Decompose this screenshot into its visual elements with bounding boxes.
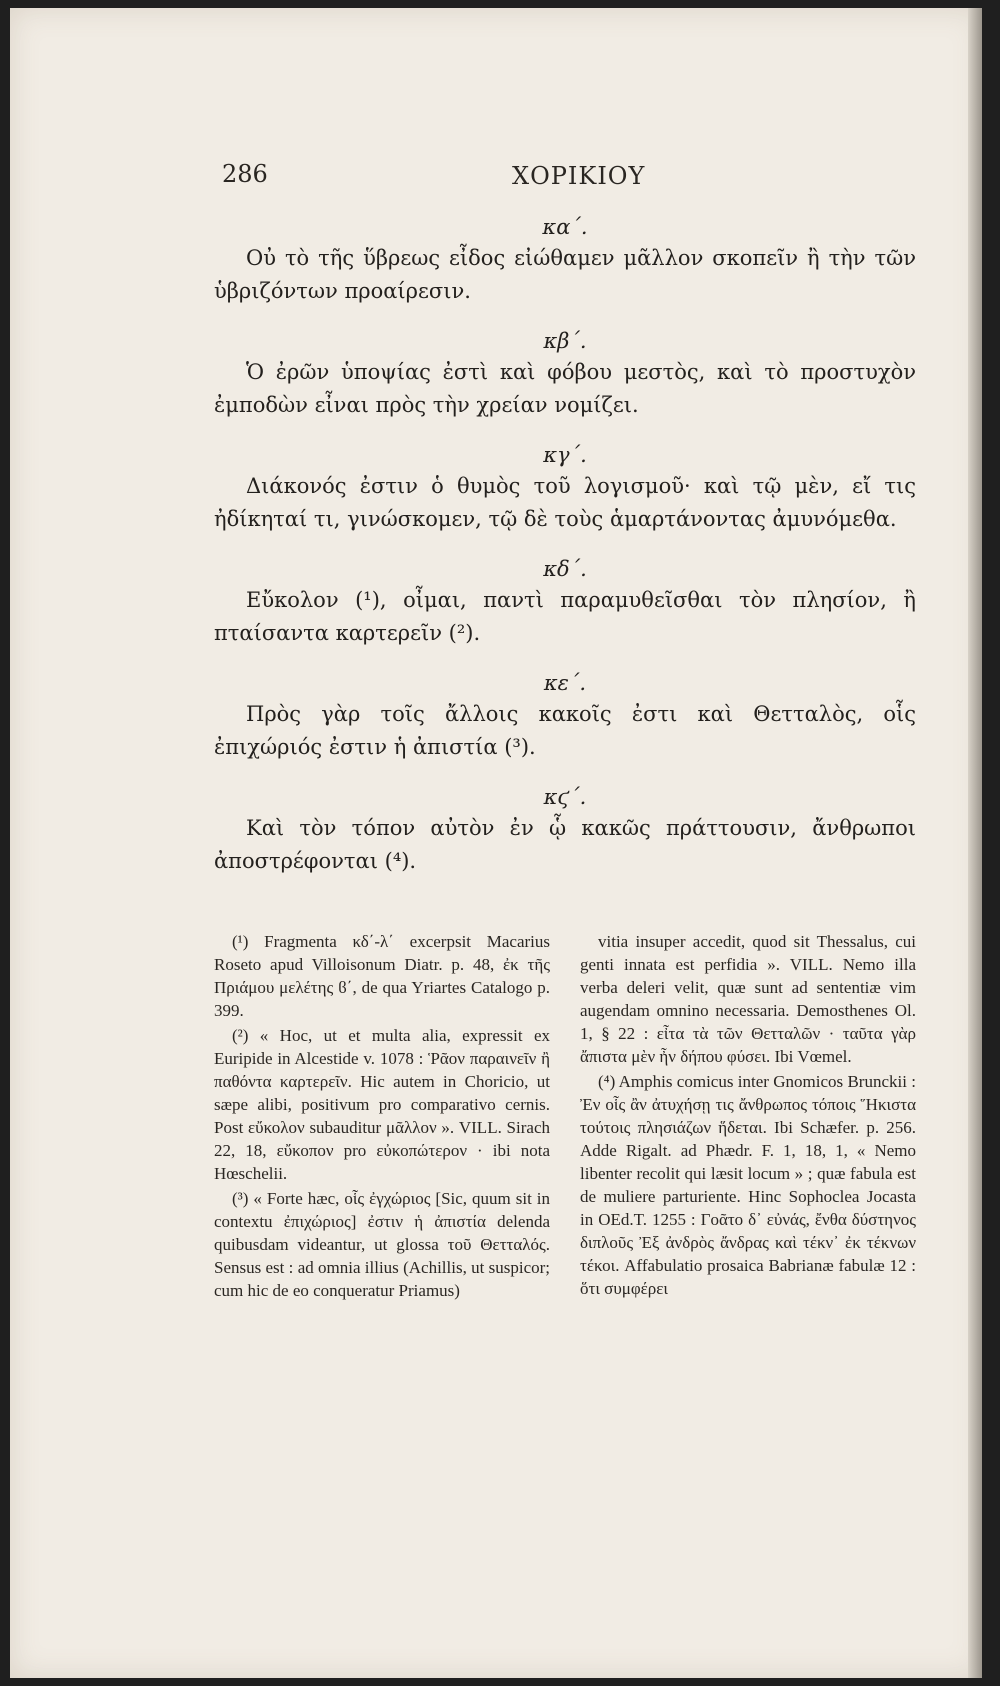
section-number: κδ΄. [543, 557, 587, 581]
section-number: κγ΄. [543, 443, 587, 467]
section-text: Ὁ ἐρῶν ὑποψίας ἐστὶ καὶ φόβου μεστὸς, καὶ τὸ προστυχὸν ἐμποδὼν εἶναι πρὸς τὴν χρείαν νομίζει. [214, 360, 916, 417]
section-number: κϛ΄. [543, 785, 587, 809]
page-edge [968, 8, 982, 1678]
footnote: (¹) Fragmenta κδ΄-λ΄ excerpsit Macarius Roseto apud Villoisonum Diatr. p. 48, ἐκ τῆς Πριάμου μελέτης ϐ΄, de qua Yriartes Catalogo p. 399. [214, 932, 550, 1020]
section-text: Διάκονός ἐστιν ὁ θυμὸς τοῦ λογισμοῦ· καὶ τῷ μὲν, εἴ τις ἠδίκηταί τι, γινώσκομεν, τῷ δὲ τοὺς ἁμαρτάνοντας ἀμυνόμεθα. [214, 474, 916, 531]
section-text: Εὔκολον (¹), οἶμαι, παντὶ παραμυθεῖσθαι τὸν πλησίον, ἢ πταίσαντα καρτερεῖν (²). [214, 588, 916, 645]
footnotes-right-column [580, 930, 916, 1304]
section-number: κα΄. [542, 215, 588, 239]
section-number: κε΄. [543, 671, 587, 695]
main-text [214, 212, 916, 896]
page-number: 286 [222, 160, 268, 188]
section-number: κβ΄. [543, 329, 587, 353]
footnote: (⁴) Amphis comicus inter Gnomicos Brunckii : Ἐν οἷς ἂν ἀτυχήσῃ τις ἄνθρωπος τόποις Ἥκιστα τούτοις πλησιάζων ἥδεται. Ibi Schæfer. p. 256. Adde Rigalt. ad Phædr. F. 1, 18, 1, « Nemo libenter recolit qui læsit locum » ; quæ fabula est de muliere parturiente. Hinc Sophoclea Jocasta in OEd.T. 1255 : Γοᾶτο δ᾽ εὐνάς, ἔνθα δύστηνος διπλοῦς Ἐξ ἀνδρὸς ἄνδρας καὶ τέκν᾽ ἐκ τέκνων τέκοι. Affabulatio prosaica Babrianæ fabulæ 12 : ὅτι συμφέρει [580, 1072, 916, 1298]
page-header [222, 160, 922, 200]
footnote: vitia insuper accedit, quod sit Thessalus, cui genti innata est perfidia ». VILL. Nemo illa verba deleri velit, quæ sunt ad sententiæ vim augendam omnino necessaria. Demosthenes Ol. 1, § 22 : εἶτα τὰ τῶν Θετταλῶν · ταῦτα γὰρ ἄπιστα μὲν ἦν δήπου φύσει. Ibi Vœmel. [580, 932, 916, 1066]
running-title: ΧΟΡΙΚΙΟΥ [512, 162, 646, 190]
section-text: Οὐ τὸ τῆς ὕβρεως εἶδος εἰώθαμεν μᾶλλον σκοπεῖν ἢ τὴν τῶν ὑβριζόντων προαίρεσιν. [214, 246, 916, 303]
section-text: Πρὸς γὰρ τοῖς ἄλλοις κακοῖς ἐστι καὶ Θετταλὸς, οἷς ἐπιχώριός ἐστιν ἡ ἀπιστία (³). [214, 702, 916, 759]
section-text: Καὶ τὸν τόπον αὐτὸν ἐν ᾧ κακῶς πράττουσιν, ἄνθρωποι ἀποστρέφονται (⁴). [214, 816, 916, 873]
footnote: (³) « Forte hæc, οἷς ἐγχώριος [Sic, quum sit in contextu ἐπιχώριος] ἐστιν ἡ ἀπιστία delenda quibusdam videantur, ut glossa τοῦ Θετταλός. Sensus est : ad omnia illius (Achillis, ut suspicor; cum hic de eo conqueratur Priamus) [214, 1189, 550, 1300]
footnote-divider [214, 918, 916, 919]
footnotes [214, 930, 916, 1304]
footnote: (²) « Hoc, ut et multa alia, expressit ex Euripide in Alcestide v. 1078 : Ῥᾶον παραινεῖν ἢ παθόντα καρτερεῖν. Hic autem in Choricio, ut sæpe alibi, positivum pro comparativo cernis. Post εὔκολον subauditur μᾶλλον ». VILL. Sirach 22, 18, εὔκοπον pro εὐκοπώτερον · ibi nota Hœschelii. [214, 1026, 550, 1183]
footnotes-left-column [214, 930, 550, 1304]
